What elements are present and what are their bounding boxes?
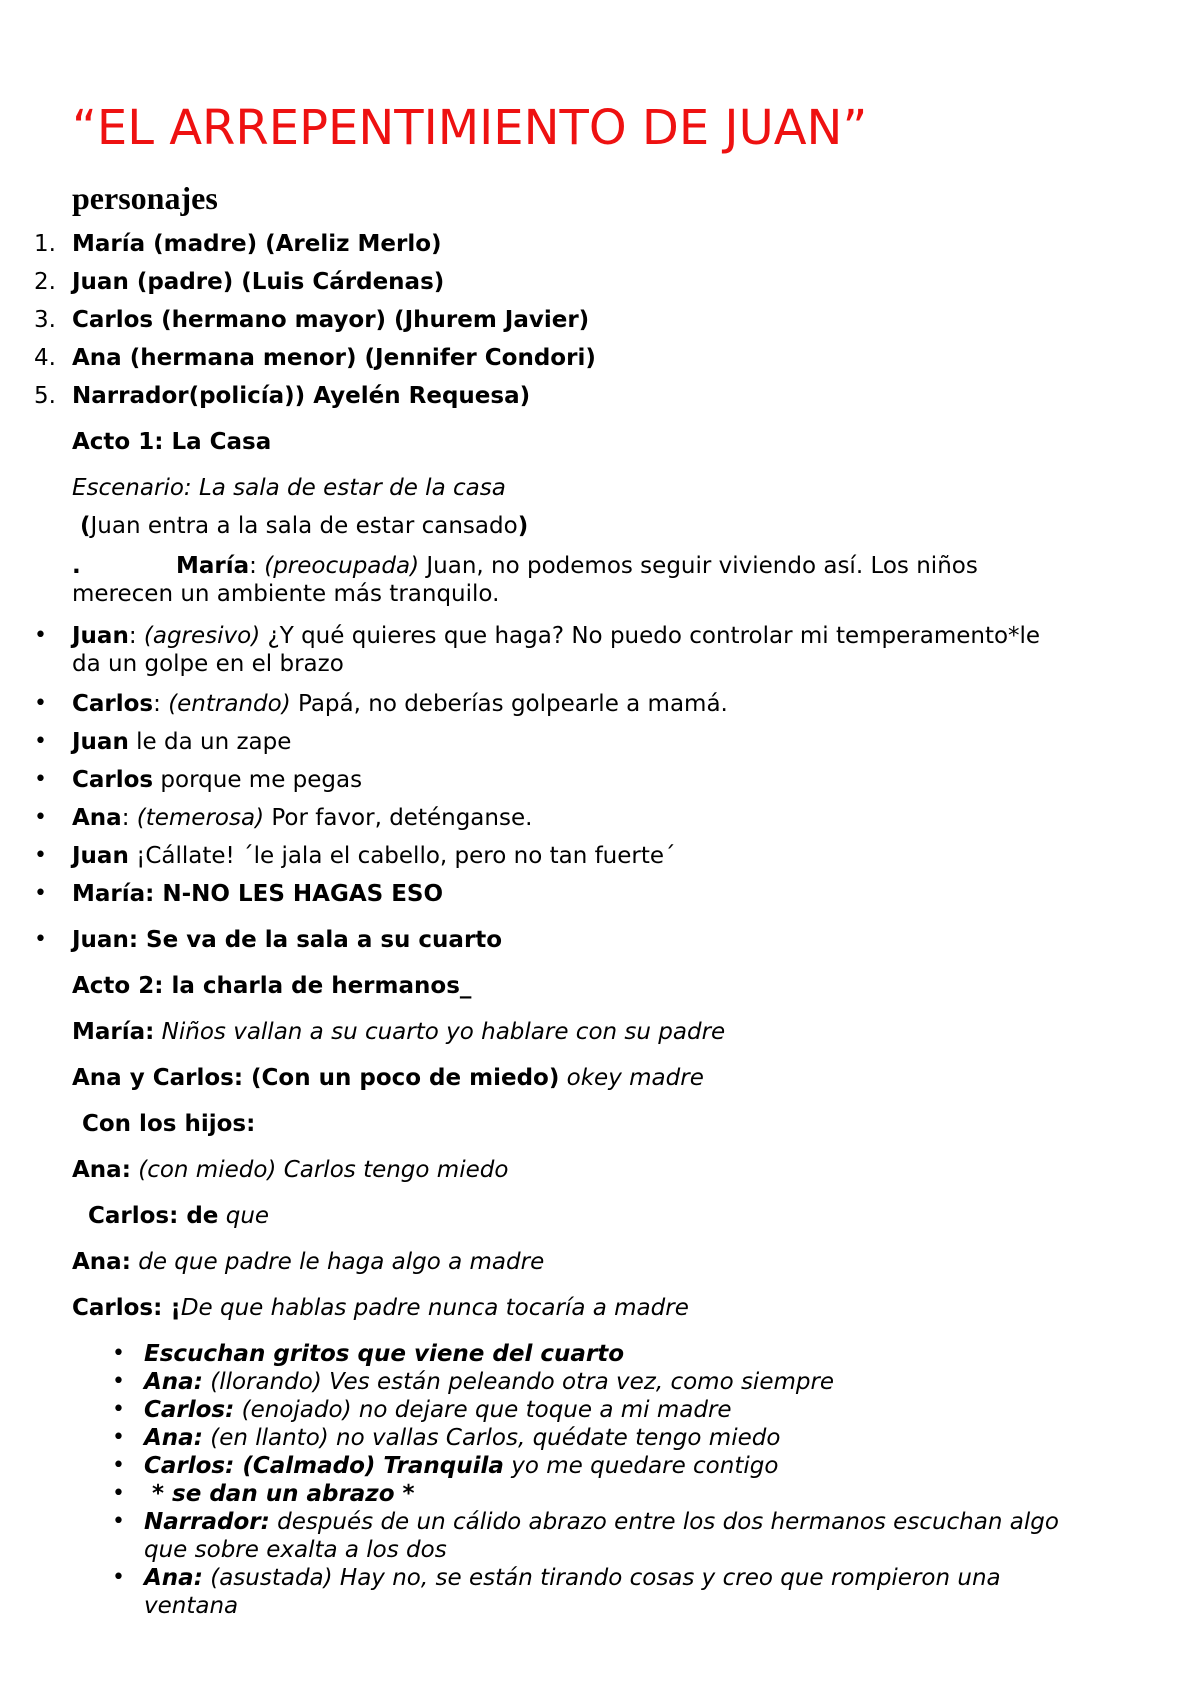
bullet-continuation: ventana <box>144 1593 239 1619</box>
bullet-line: Narrador: después de un cálido abrazo entre los dos hermanos escuchan algo <box>144 1509 1059 1535</box>
dialogue-line: Ana: de que padre le haga algo a madre <box>72 1249 545 1275</box>
dialogue-line: Juan le da un zape <box>72 729 292 755</box>
maria-dot: . <box>72 553 81 579</box>
character-item: Narrador(policía)) Ayelén Requesa) <box>72 383 531 409</box>
dialogue-line: Juan ¡Cállate! ´le jala el cabello, pero no tan fuerte´ <box>72 843 676 869</box>
bullet-line: Carlos: (enojado) no dejare que toque a mi madre <box>144 1397 732 1423</box>
bullet-continuation: que sobre exalta a los dos <box>144 1537 447 1563</box>
bullet-line: Escuchan gritos que viene del cuarto <box>144 1341 625 1367</box>
bullet: • <box>34 927 47 952</box>
stage-direction: (Juan entra a la sala de estar cansado) <box>80 513 529 539</box>
character-item: Juan (padre) (Luis Cárdenas) <box>72 269 445 295</box>
dialogue-line: Ana y Carlos: (Con un poco de miedo) okey madre <box>72 1065 704 1091</box>
bullet: • <box>112 1425 125 1450</box>
bullet-line: Ana: (en llanto) no vallas Carlos, quédate tengo miedo <box>144 1425 781 1451</box>
scenario-text: Escenario: La sala de estar de la casa <box>72 475 506 501</box>
bullet: • <box>112 1565 125 1590</box>
bullet: • <box>34 623 47 648</box>
bullet-line: Ana: (llorando) Ves están peleando otra vez, como siempre <box>144 1369 835 1395</box>
bullet: • <box>112 1509 125 1534</box>
dialogue-line: Carlos: de que <box>88 1203 270 1229</box>
bullet: • <box>34 729 47 754</box>
list-number: 1. <box>34 231 56 257</box>
bullet: • <box>34 691 47 716</box>
characters-heading: personajes <box>72 180 218 216</box>
bullet: • <box>34 767 47 792</box>
bullet: • <box>112 1369 125 1394</box>
bullet: • <box>112 1341 125 1366</box>
bullet: • <box>112 1481 125 1506</box>
bullet-line: Ana: (asustada) Hay no, se están tirando cosas y creo que rompieron una <box>144 1565 1001 1591</box>
scene-subheading: Con los hijos: <box>82 1111 256 1137</box>
bullet-line: Carlos: (Calmado) Tranquila yo me quedare contigo <box>144 1453 779 1479</box>
maria-dialogue-line1: María: (preocupada) Juan, no podemos seguir viviendo así. Los niños <box>176 553 978 579</box>
dialogue-continuation: da un golpe en el brazo <box>72 651 344 677</box>
dialogue-line: Carlos porque me pegas <box>72 767 363 793</box>
bullet-line: * se dan un abrazo * <box>144 1481 415 1507</box>
character-item: Carlos (hermano mayor) (Jhurem Javier) <box>72 307 590 333</box>
bullet: • <box>34 805 47 830</box>
list-number: 2. <box>34 269 56 295</box>
character-item: María (madre) (Areliz Merlo) <box>72 231 442 257</box>
bullet: • <box>34 881 47 906</box>
document-title: “EL ARREPENTIMIENTO DE JUAN” <box>72 100 868 156</box>
act2-heading: Acto 2: la charla de hermanos_ <box>72 973 472 999</box>
bullet: • <box>112 1453 125 1478</box>
dialogue-line: Juan: Se va de la sala a su cuarto <box>72 927 503 953</box>
dialogue-line: Juan: (agresivo) ¿Y qué quieres que haga? No puedo controlar mi temperamento*le <box>72 623 1041 649</box>
maria-dialogue-line2: merecen un ambiente más tranquilo. <box>72 581 500 607</box>
character-item: Ana (hermana menor) (Jennifer Condori) <box>72 345 596 371</box>
dialogue-line: Carlos: ¡De que hablas padre nunca tocaría a madre <box>72 1295 689 1321</box>
dialogue-line: María: Niños vallan a su cuarto yo hablare con su padre <box>72 1019 726 1045</box>
dialogue-line: Ana: (temerosa) Por favor, deténganse. <box>72 805 533 831</box>
list-number: 4. <box>34 345 56 371</box>
dialogue-line: María: N-NO LES HAGAS ESO <box>72 881 444 907</box>
list-number: 3. <box>34 307 56 333</box>
act1-heading: Acto 1: La Casa <box>72 429 272 455</box>
list-number: 5. <box>34 383 56 409</box>
bullet: • <box>34 843 47 868</box>
bullet: • <box>112 1397 125 1422</box>
dialogue-line: Carlos: (entrando) Papá, no deberías golpearle a mamá. <box>72 691 728 717</box>
dialogue-line: Ana: (con miedo) Carlos tengo miedo <box>72 1157 509 1183</box>
